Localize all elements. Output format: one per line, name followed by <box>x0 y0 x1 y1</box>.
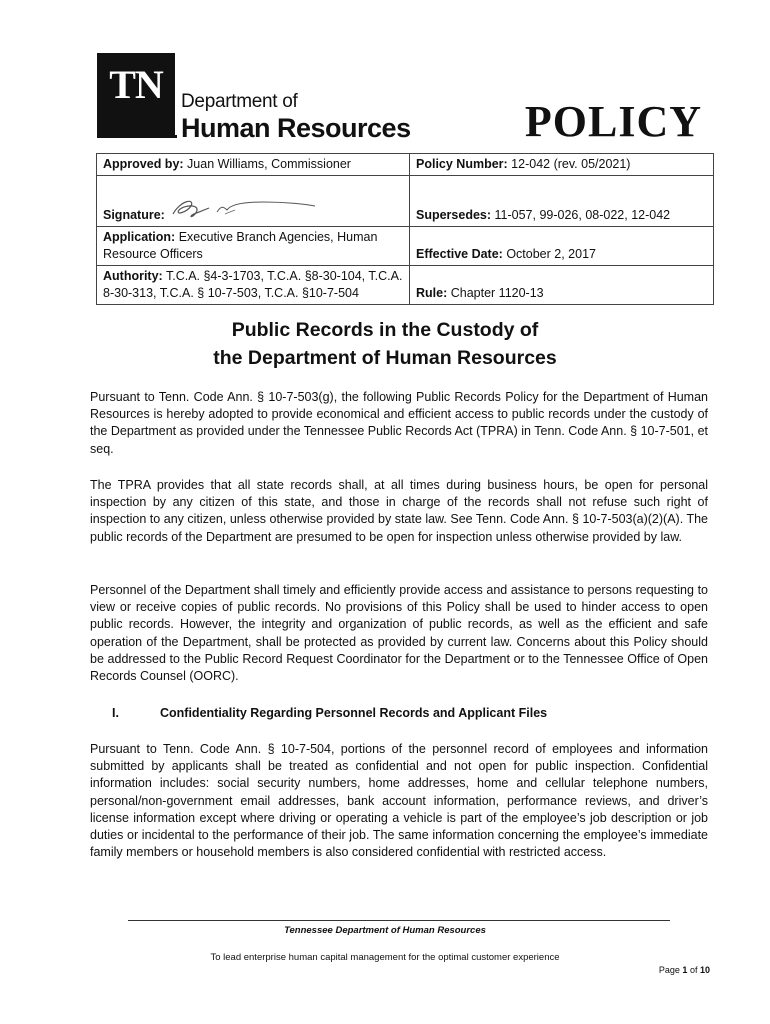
page-word: Page <box>658 965 680 975</box>
approved-by-value: Juan Williams, Commissioner <box>187 157 351 171</box>
effective-date-value: October 2, 2017 <box>506 247 596 261</box>
supersedes-cell <box>410 176 714 227</box>
logo-underline <box>97 135 177 138</box>
footer-tagline: To lead enterprise human capital management for the optimal customer experience <box>210 952 560 963</box>
table-row <box>97 266 714 305</box>
footer-divider <box>128 920 670 921</box>
authority-value: T.C.A. §4-3-1703, T.C.A. §8-30-104, T.C.A. 8-30-313, T.C.A. § 10-7-503, T.C.A. §10-7-504 <box>103 269 403 300</box>
signature-image <box>165 192 335 224</box>
table-row <box>97 227 714 266</box>
approved-by-cell <box>97 154 410 176</box>
supersedes-value: 11-057, 99-026, 08-022, 12-042 <box>494 208 671 222</box>
supersedes-label: Supersedes: <box>416 208 492 222</box>
application-label: Application: <box>103 230 176 244</box>
authority-label: Authority: <box>103 269 163 283</box>
table-row <box>97 176 714 227</box>
footer-organization: Tennessee Department of Human Resources <box>284 925 486 936</box>
page-current: 1 <box>682 965 688 975</box>
section-number: I. <box>112 706 119 720</box>
signature-label: Signature: <box>103 208 165 222</box>
section-heading <box>112 706 547 720</box>
confidentiality-paragraph: Pursuant to Tenn. Code Ann. § 10-7-504, portions of the personnel record of employees and information submitted by applicants shall be treated as confidential and not open for public inspection. Confidential information includes: social security numbers, home addresses, home and cellular telephone numbers, personal/non-government email addresses, bank account information, performance reviews, and driver’s license information except where driving or operating a vehicle is part of the employee’s job description or job duties or incidental to the performance of their job. The same information concerning the employee’s immediate family members or household members is also considered confidential with restricted access. <box>90 742 708 860</box>
rule-value: Chapter 1120-13 <box>450 286 544 300</box>
title-line-2: the Department of Human Resources <box>213 347 557 369</box>
policy-metadata-table <box>96 153 714 305</box>
of-word: of <box>689 965 698 975</box>
policy-number-value: 12-042 (rev. 05/2021) <box>511 157 631 171</box>
intro-paragraph: Pursuant to Tenn. Code Ann. § 10-7-503(g), the following Public Records Policy for the Department of Human Resources is hereby adopted to provide economical and efficient access to public records under the custody of the Department as provided under the Tennessee Public Records Act (TPRA) in Tenn. Code Ann. § 10-7-501, et seq. <box>90 390 708 456</box>
application-cell <box>97 227 410 266</box>
section-title: Confidentiality Regarding Personnel Records and Applicant Files <box>160 706 548 720</box>
logo-line-2: Human Resources <box>181 113 411 143</box>
department-logo <box>97 53 437 143</box>
policy-number-cell <box>410 154 714 176</box>
title-line-1: Public Records in the Custody of <box>231 319 539 341</box>
application-value: Executive Branch Agencies, Human Resource Officers <box>103 230 378 261</box>
tpra-paragraph: The TPRA provides that all state records shall, at all times during business hours, be open for personal inspection by any citizen of this state, and those in charge of the records shall not refuse such right of inspection to any citizen, unless otherwise provided by state law. See Tenn. Code Ann. § 10-7-503(a)(2)(A). The public records of the Department are presumed to be open for inspection unless otherwise provided by law. <box>90 478 708 544</box>
page-total: 10 <box>699 965 710 975</box>
signature-cell <box>97 176 410 227</box>
rule-cell <box>410 266 714 305</box>
page-number <box>659 965 710 975</box>
effective-date-label: Effective Date: <box>416 247 503 261</box>
tn-abbrev: TN <box>109 61 163 107</box>
policy-number-label: Policy Number: <box>416 157 508 171</box>
effective-date-cell <box>410 227 714 266</box>
table-row <box>97 154 714 176</box>
approved-by-label: Approved by: <box>103 157 184 171</box>
logo-line-1: Department of <box>181 91 298 112</box>
authority-cell <box>97 266 410 305</box>
tn-logo-block <box>97 53 175 137</box>
document-title <box>0 316 770 372</box>
rule-label: Rule: <box>416 286 448 300</box>
personnel-paragraph: Personnel of the Department shall timely and efficiently provide access and assistance to persons requesting to view or receive copies of public records. No provisions of this Policy shall be used to hinder access to open public records. However, the integrity and organization of public records, as well as the efficient and safe operation of the Department, shall be protected as provided by current law. Concerns about this Policy should be addressed to the Public Record Request Coordinator for the Department or to the Tennessee Office of Open Records Counsel (OORC). <box>90 583 708 684</box>
document-type-heading: POLICY <box>524 97 702 146</box>
